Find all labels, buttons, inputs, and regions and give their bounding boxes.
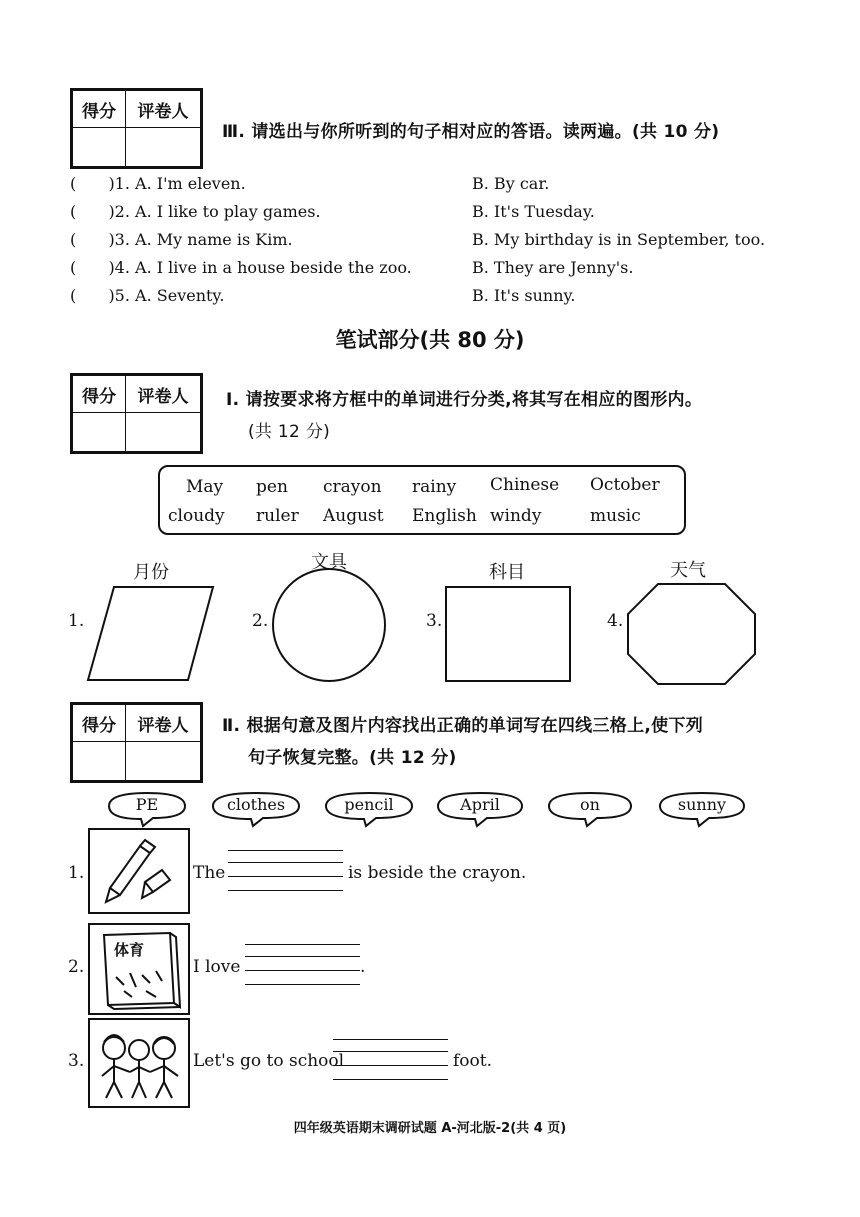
question-stem: )2. A. I like to play games. <box>108 202 321 221</box>
sentence-before: Let's go to school <box>193 1051 345 1071</box>
word: ruler <box>256 506 299 526</box>
answer-paren[interactable]: ( <box>70 174 77 193</box>
bubble-word: PE <box>135 795 159 814</box>
parallelogram-answer-area[interactable] <box>88 587 213 680</box>
section-title-written-ii-line2: 句子恢复完整。(共 12 分) <box>248 748 457 768</box>
shape-number: 3. <box>426 611 443 631</box>
section-title-listening-iii: Ⅲ. 请选出与你所听到的句子相对应的答语。读两遍。(共 10 分) <box>222 122 720 142</box>
word: May <box>186 477 224 497</box>
pencil-picture <box>88 828 190 914</box>
circle-answer-area[interactable] <box>273 569 385 681</box>
four-line-grid[interactable] <box>228 850 343 892</box>
octagon-answer-area[interactable] <box>628 584 755 684</box>
answer-paren[interactable]: ( <box>70 286 77 305</box>
score-label: 得分 <box>73 376 126 413</box>
sentence-before: I love <box>193 957 241 977</box>
score-label: 得分 <box>73 705 126 742</box>
pencil-icon <box>90 830 188 912</box>
word-bubble <box>654 790 750 830</box>
grader-cell[interactable] <box>126 742 201 781</box>
children-icon <box>90 1020 188 1106</box>
shape-label-months: 月份 <box>133 562 169 583</box>
bubble-word: pencil <box>344 795 394 814</box>
item-number: 1. <box>68 863 85 883</box>
word: rainy <box>412 477 457 497</box>
word-bubble <box>103 790 191 830</box>
word: music <box>590 506 641 526</box>
word: pen <box>256 477 288 497</box>
children-walking-picture <box>88 1018 190 1108</box>
word: cloudy <box>168 506 225 526</box>
shape-number: 2. <box>252 611 269 631</box>
bubble-word: on <box>580 795 600 814</box>
word: windy <box>490 506 542 526</box>
pe-book-picture <box>88 923 190 1015</box>
section-title-written-i: Ⅰ. 请按要求将方框中的单词进行分类,将其写在相应的图形内。 <box>226 390 703 410</box>
pe-book-text: 体育 <box>114 941 145 959</box>
shape-label-weather: 天气 <box>670 560 706 581</box>
word: August <box>323 506 384 526</box>
question-stem: )1. A. I'm eleven. <box>108 174 246 193</box>
bubble-word: April <box>460 795 500 814</box>
word-bubble <box>320 790 418 830</box>
word: crayon <box>323 477 382 497</box>
grader-label: 评卷人 <box>126 705 201 742</box>
word: October <box>590 475 660 495</box>
sentence-after: foot. <box>453 1051 492 1071</box>
four-line-grid[interactable] <box>245 944 360 986</box>
sentence-after: is beside the crayon. <box>348 863 527 883</box>
sentence-after: . <box>360 957 366 977</box>
option-b: B. My birthday is in September, too. <box>472 230 766 249</box>
shape-label-stationery: 文具 <box>311 552 347 573</box>
option-b: B. They are Jenny's. <box>472 258 634 277</box>
question-stem: )4. A. I live in a house beside the zoo. <box>108 258 412 277</box>
section-points-written-i: (共 12 分) <box>248 422 331 442</box>
score-box <box>70 702 203 783</box>
bubble-word: sunny <box>677 795 727 814</box>
written-section-header: 笔试部分(共 80 分) <box>335 328 525 352</box>
item-number: 2. <box>68 957 85 977</box>
score-cell[interactable] <box>73 742 126 781</box>
grader-label: 评卷人 <box>126 376 201 413</box>
word: English <box>412 506 477 526</box>
sentence-before: The <box>193 863 226 883</box>
answer-paren[interactable]: ( <box>70 258 77 277</box>
word-bubble <box>207 790 305 830</box>
option-b: B. It's Tuesday. <box>472 202 595 221</box>
four-line-grid[interactable] <box>333 1039 448 1081</box>
word-bubble <box>432 790 528 830</box>
answer-paren[interactable]: ( <box>70 230 77 249</box>
item-number: 3. <box>68 1051 85 1071</box>
rectangle-answer-area[interactable] <box>446 587 570 681</box>
grader-label: 评卷人 <box>126 91 201 128</box>
option-b: B. By car. <box>472 174 550 193</box>
bubble-word: clothes <box>226 795 286 814</box>
word: Chinese <box>490 475 560 495</box>
shape-number: 4. <box>607 611 624 631</box>
page-footer: 四年级英语期末调研试题 A-河北版-2(共 4 页) <box>293 1121 567 1136</box>
score-label: 得分 <box>73 91 126 128</box>
shape-label-subjects: 科目 <box>489 562 525 583</box>
word-bubble <box>543 790 637 830</box>
option-b: B. It's sunny. <box>472 286 576 305</box>
answer-paren[interactable]: ( <box>70 202 77 221</box>
question-stem: )5. A. Seventy. <box>108 286 225 305</box>
section-title-written-ii: Ⅱ. 根据句意及图片内容找出正确的单词写在四线三格上,使下列 <box>222 716 704 736</box>
question-stem: )3. A. My name is Kim. <box>108 230 293 249</box>
shape-number: 1. <box>68 611 85 631</box>
